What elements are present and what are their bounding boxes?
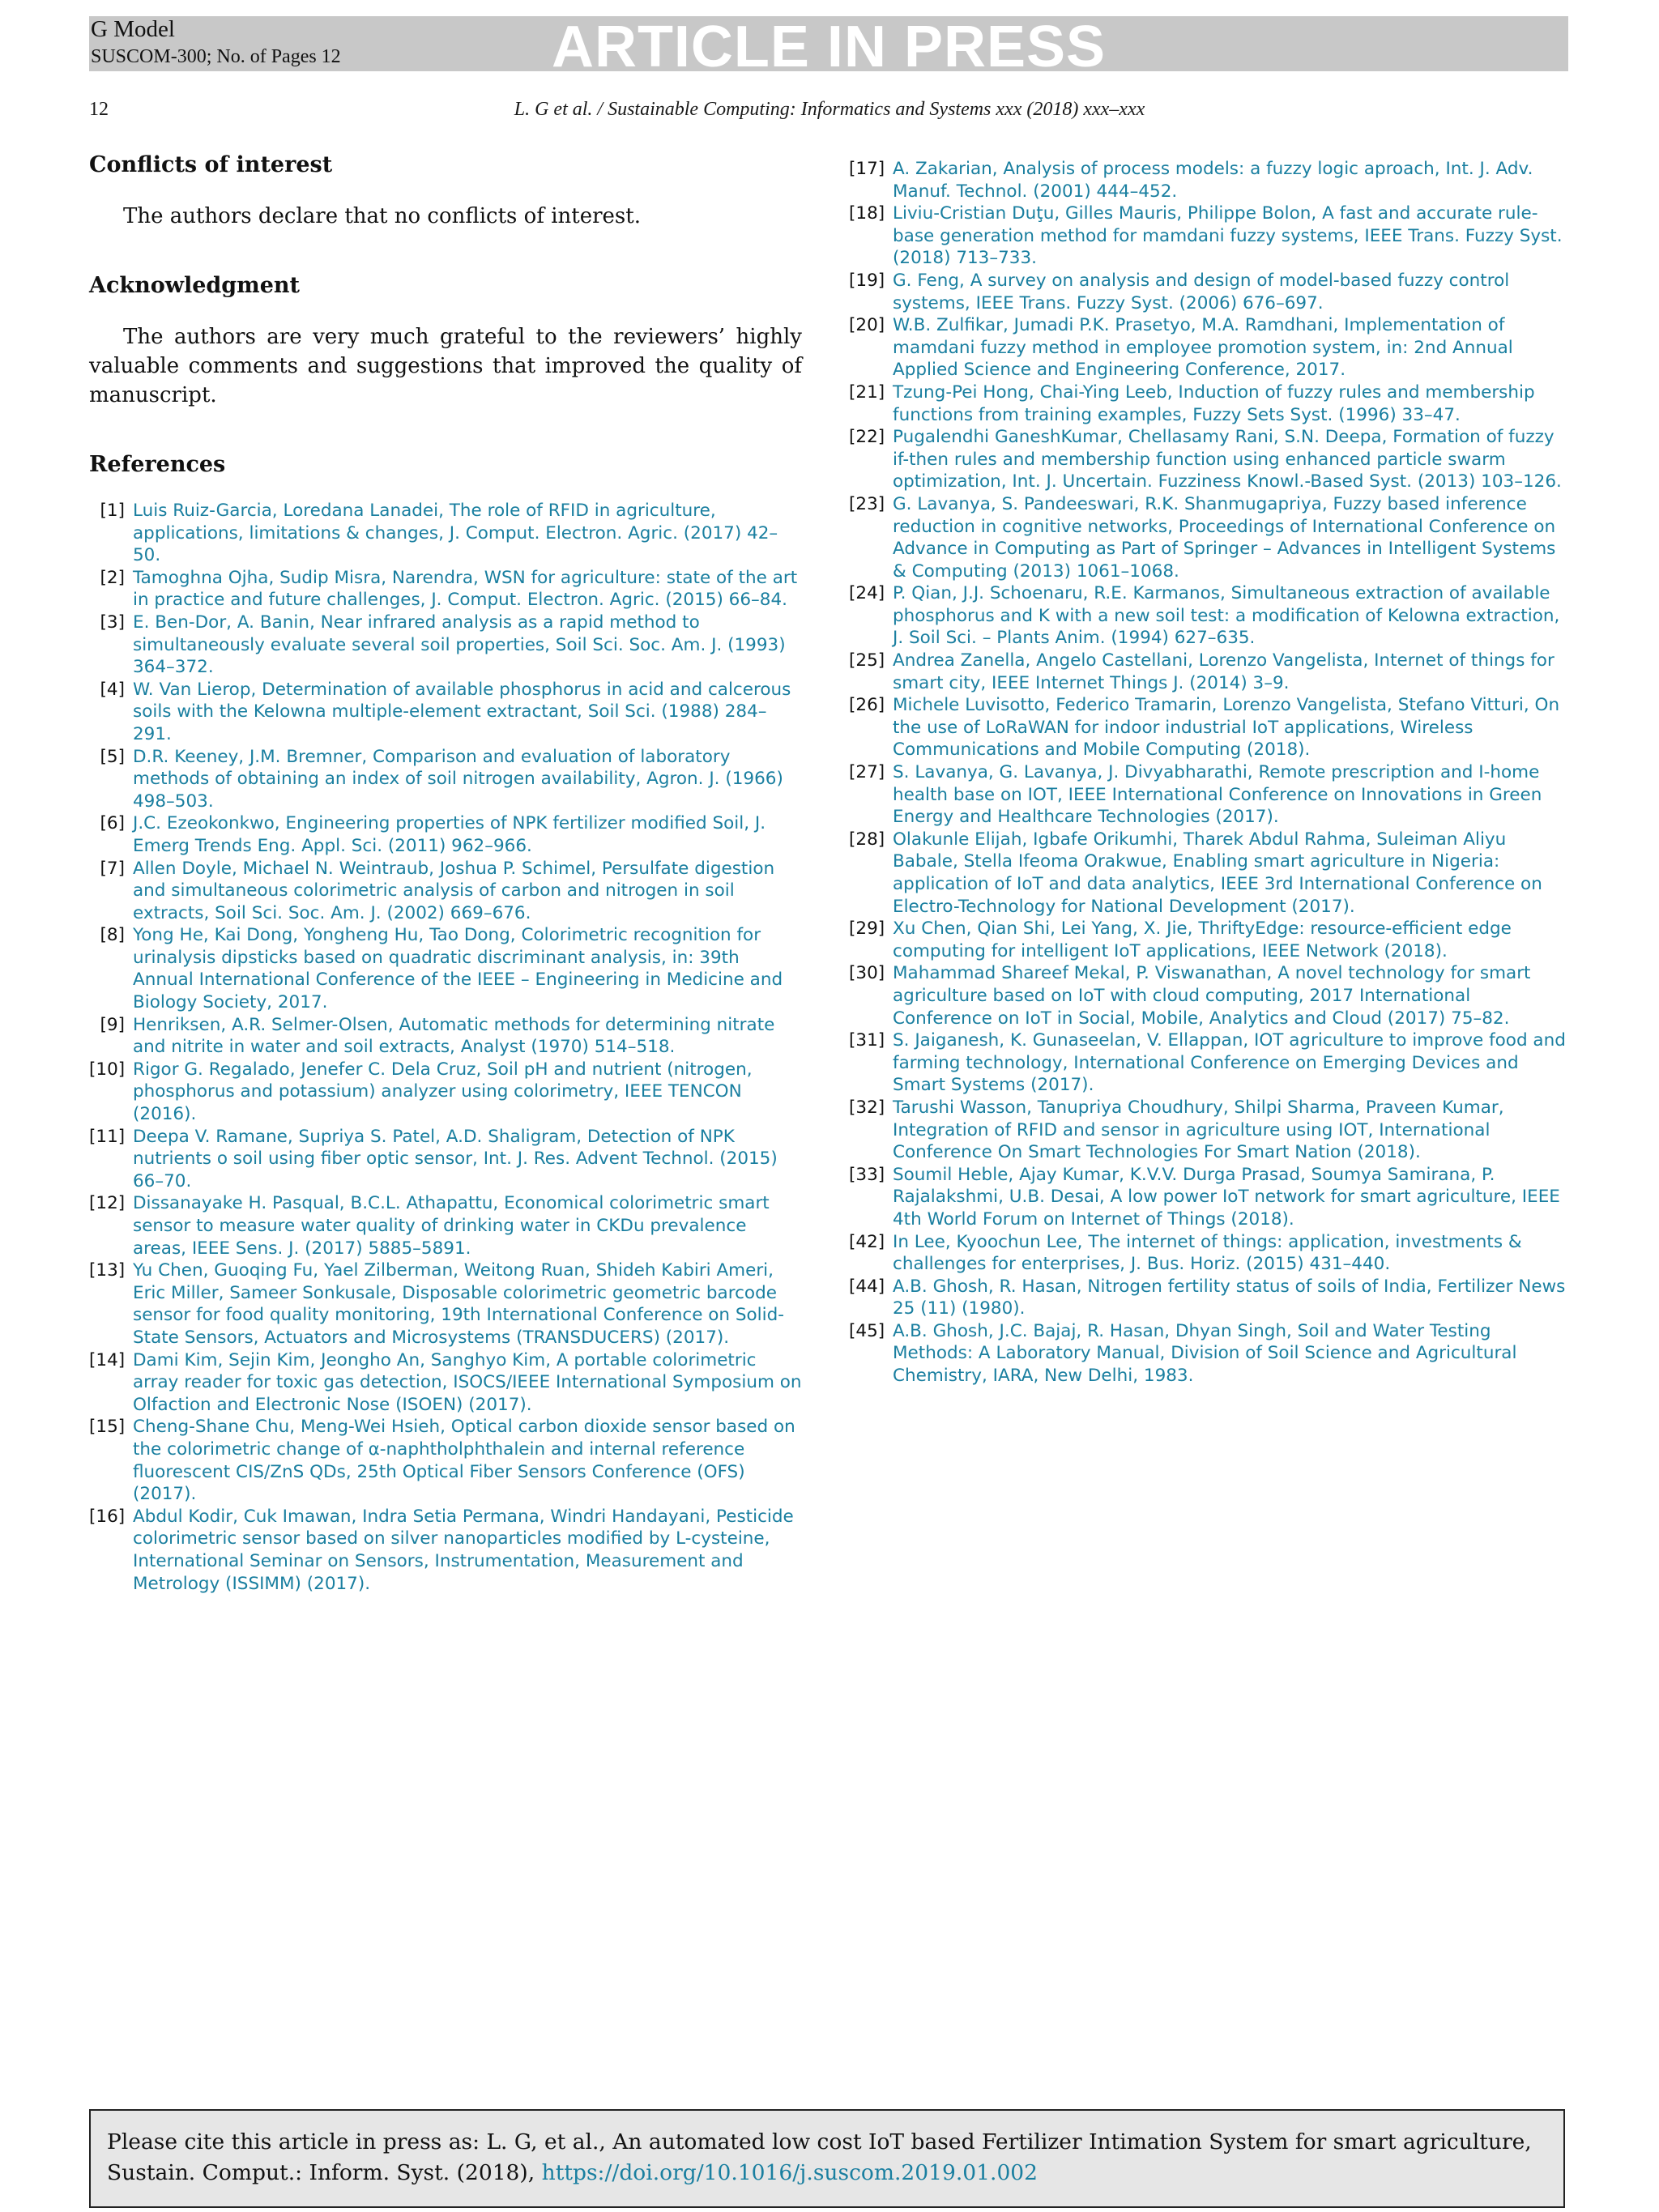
reference-number: [8] — [100, 925, 125, 946]
references-heading: References — [89, 452, 226, 477]
banner-title: ARTICLE IN PRESS — [551, 15, 1107, 79]
reference-link[interactable]: A. Zakarian, Analysis of process models: a fuzzy logic aproach, Int. J. Adv. Manuf. Technol. (2001) 444–452. — [893, 159, 1533, 202]
reference-item — [849, 493, 1568, 582]
reference-link[interactable]: E. Ben-Dor, A. Banin, Near infrared analysis as a rapid method to simultaneously evaluate several soil properties, Soil Sci. Soc. Am. J. (1993) 364–372. — [133, 612, 786, 678]
reference-link[interactable]: Liviu-Cristian Duţu, Gilles Mauris, Philippe Bolon, A fast and accurate rule-base generation method for mamdani fuzzy systems, IEEE Trans. Fuzzy Syst. (2018) 713–733. — [893, 203, 1563, 269]
reference-item — [849, 158, 1568, 202]
reference-item — [849, 314, 1568, 381]
reference-item — [849, 761, 1568, 829]
reference-item — [89, 1192, 802, 1259]
reference-number: [1] — [100, 501, 125, 521]
manuscript-meta: SUSCOM-300; No. of Pages 12 — [91, 46, 341, 67]
references-list-right — [849, 158, 1568, 1387]
reference-item — [849, 270, 1568, 314]
reference-item — [89, 1259, 802, 1349]
reference-number: [5] — [100, 746, 125, 767]
reference-link[interactable]: Cheng-Shane Chu, Meng-Wei Hsieh, Optical carbon dioxide sensor based on the colorimetric change of α-naphtholphthalein and internal reference fluorescent CIS/ZnS QDs, 25th Optical Fiber Sensors Conference (OFS) (2017). — [133, 1417, 795, 1505]
reference-item — [849, 829, 1568, 918]
reference-number: [7] — [100, 858, 125, 879]
reference-number: [14] — [89, 1349, 126, 1370]
reference-number: [32] — [849, 1097, 885, 1118]
reference-item — [89, 1059, 802, 1126]
reference-item — [89, 812, 802, 857]
reference-link[interactable]: A.B. Ghosh, J.C. Bajaj, R. Hasan, Dhyan Singh, Soil and Water Testing Methods: A Laboratory Manual, Division of Soil Science and Agricultural Chemistry, IARA, New Delhi, 1983. — [893, 1320, 1517, 1387]
reference-number: [3] — [100, 612, 125, 633]
reference-link[interactable]: Tamoghna Ojha, Sudip Misra, Narendra, WSN for agriculture: state of the art in practice and future challenges, J. Comput. Electron. Agric. (2015) 66–84. — [133, 567, 798, 611]
reference-link[interactable]: Luis Ruiz-Garcia, Loredana Lanadei, The role of RFID in agriculture, applications, limitations & changes, J. Comput. Electron. Agric. (2017) 42–50. — [133, 501, 778, 566]
reference-link[interactable]: Dami Kim, Sejin Kim, Jeongho An, Sanghyo Kim, A portable colorimetric array reader for toxic gas detection, ISOCS/IEEE International Symposium on Olfaction and Electronic Nose (ISOEN) (2017). — [133, 1349, 802, 1415]
reference-number: [10] — [89, 1059, 126, 1080]
reference-number: [6] — [100, 813, 125, 834]
reference-link[interactable]: Xu Chen, Qian Shi, Lei Yang, X. Jie, ThriftyEdge: resource-efficient edge computing for intelligent IoT applications, IEEE Network (2018). — [893, 918, 1512, 961]
reference-item — [849, 381, 1568, 426]
reference-number: [20] — [849, 315, 885, 336]
reference-item — [89, 500, 802, 567]
reference-link[interactable]: Rigor G. Regalado, Jenefer C. Dela Cruz, Soil pH and nutrient (nitrogen, phosphorus and potassium) analyzer using colorimetry, IEEE TENCON (2016). — [133, 1059, 753, 1125]
reference-item — [849, 582, 1568, 650]
reference-number: [27] — [849, 762, 885, 783]
reference-number: [29] — [849, 918, 885, 940]
reference-number: [9] — [100, 1014, 125, 1035]
reference-item — [89, 1416, 802, 1505]
reference-number: [25] — [849, 650, 885, 671]
reference-item — [89, 679, 802, 746]
reference-link[interactable]: W.B. Zulfikar, Jumadi P.K. Prasetyo, M.A. Ramdhani, Implementation of mamdani fuzzy method in employee promotion system, in: 2nd Annual Applied Science and Engineering Conference, 2017. — [893, 315, 1513, 381]
reference-item — [849, 1231, 1568, 1276]
reference-item — [89, 746, 802, 813]
reference-number: [15] — [89, 1417, 126, 1438]
reference-number: [21] — [849, 381, 885, 403]
reference-item — [89, 1126, 802, 1193]
reference-link[interactable]: Soumil Heble, Ajay Kumar, K.V.V. Durga Prasad, Soumya Samirana, P. Rajalakshmi, U.B. Desai, A low power IoT network for smart agriculture, IEEE 4th World Forum on Internet of Things (2018). — [893, 1164, 1560, 1230]
reference-number: [11] — [89, 1126, 126, 1147]
reference-link[interactable]: Abdul Kodir, Cuk Imawan, Indra Setia Permana, Windri Handayani, Pesticide colorimetric sensor based on silver nanoparticles modified by L-cysteine, International Seminar on Sensors, Instrumentation, Measurement and Metrology (ISSIMM) (2017). — [133, 1506, 794, 1594]
reference-link[interactable]: Tarushi Wasson, Tanupriya Choudhury, Shilpi Sharma, Praveen Kumar, Integration of RFID and sensor in agriculture using IOT, International Conference On Smart Technologies For Smart Nation (2018). — [893, 1097, 1504, 1163]
reference-link[interactable]: G. Feng, A survey on analysis and design of model-based fuzzy control systems, IEEE Trans. Fuzzy Syst. (2006) 676–697. — [893, 270, 1510, 313]
model-label: G Model — [91, 16, 175, 42]
reference-number: [23] — [849, 493, 885, 514]
left-column — [89, 152, 802, 1595]
conflicts-heading: Conflicts of interest — [89, 152, 333, 177]
reference-number: [16] — [89, 1506, 126, 1527]
reference-item — [89, 1014, 802, 1059]
reference-number: [28] — [849, 829, 885, 850]
reference-item — [849, 202, 1568, 270]
reference-number: [24] — [849, 583, 885, 604]
reference-number: [44] — [849, 1276, 885, 1297]
references-list-left — [89, 500, 802, 1595]
acknowledgment-heading: Acknowledgment — [89, 273, 301, 298]
reference-link[interactable]: Yong He, Kai Dong, Yongheng Hu, Tao Dong, Colorimetric recognition for urinalysis dipsticks based on quadratic discriminant analysis, in: 39th Annual International Conference of the IEEE – Engineering in Medicine and Biology Society, 2017. — [133, 925, 783, 1013]
reference-number: [45] — [849, 1320, 885, 1341]
reference-number: [22] — [849, 427, 885, 448]
reference-number: [2] — [100, 567, 125, 588]
reference-link[interactable]: Pugalendhi GaneshKumar, Chellasamy Rani, S.N. Deepa, Formation of fuzzy if-then rules and membership function using enhanced particle swarm optimization, Int. J. Uncertain. Fuzziness Knowl.-Based Syst. (2013) 103–126. — [893, 427, 1562, 492]
reference-link[interactable]: Dissanayake H. Pasqual, B.C.L. Athapattu, Economical colorimetric smart sensor to measure water quality of drinking water in CKDu prevalence areas, IEEE Sens. J. (2017) 5885–5891. — [133, 1193, 770, 1259]
reference-item — [89, 924, 802, 1013]
reference-link[interactable]: G. Lavanya, S. Pandeeswari, R.K. Shanmugapriya, Fuzzy based inference reduction in cognitive networks, Proceedings of International Conference on Advance in Computing as Part of Springer – Advances in Intelligent Systems & Computing (2013) 1061–1068. — [893, 493, 1556, 582]
reference-link[interactable]: D.R. Keeney, J.M. Bremner, Comparison and evaluation of laboratory methods of obtaining an index of soil nitrogen availability, Agron. J. (1966) 498–503. — [133, 746, 783, 812]
reference-item — [89, 858, 802, 925]
reference-number: [42] — [849, 1231, 885, 1252]
reference-link[interactable]: Mahammad Shareef Mekal, P. Viswanathan, A novel technology for smart agriculture based on IoT with cloud computing, 2017 International Conference on IoT in Social, Mobile, Analytics and Cloud (2017) 75–82. — [893, 963, 1531, 1029]
reference-link[interactable]: Andrea Zanella, Angelo Castellani, Lorenzo Vangelista, Internet of things for smart city, IEEE Internet Things J. (2014) 3–9. — [893, 650, 1555, 693]
reference-link[interactable]: Deepa V. Ramane, Supriya S. Patel, A.D. Shaligram, Detection of NPK nutrients o soil using fiber optic sensor, Int. J. Res. Advent Technol. (2015) 66–70. — [133, 1126, 778, 1191]
reference-item — [89, 612, 802, 679]
reference-link[interactable]: Henriksen, A.R. Selmer-Olsen, Automatic methods for determining nitrate and nitrite in water and soil extracts, Analyst (1970) 514–518. — [133, 1014, 775, 1058]
reference-item — [849, 1164, 1568, 1231]
reference-number: [19] — [849, 270, 885, 291]
reference-item — [849, 426, 1568, 493]
reference-link[interactable]: P. Qian, J.J. Schoenaru, R.E. Karmanos, Simultaneous extraction of available phosphorus and K with a new soil test: a modification of Kelowna extraction, J. Soil Sci. – Plants Anim. (1994) 627–635. — [893, 583, 1560, 649]
right-column — [849, 158, 1568, 1387]
reference-number: [18] — [849, 203, 885, 224]
reference-item — [849, 1097, 1568, 1164]
doi-link[interactable]: https://doi.org/10.1016/j.suscom.2019.01.002 — [541, 2160, 1038, 2185]
reference-link[interactable]: A.B. Ghosh, R. Hasan, Nitrogen fertility status of soils of India, Fertilizer News 25 (11) (1980). — [893, 1276, 1566, 1319]
reference-item — [849, 1029, 1568, 1097]
page-number: 12 — [89, 99, 109, 120]
reference-link[interactable]: S. Jaiganesh, K. Gunaseelan, V. Ellappan, IOT agriculture to improve food and farming technology, International Conference on Emerging Devices and Smart Systems (2017). — [893, 1030, 1566, 1096]
reference-number: [31] — [849, 1030, 885, 1051]
reference-number: [4] — [100, 679, 125, 700]
reference-number: [13] — [89, 1260, 126, 1281]
reference-number: [12] — [89, 1193, 126, 1214]
reference-item — [849, 918, 1568, 962]
reference-number: [30] — [849, 963, 885, 984]
acknowledgment-text: The authors are very much grateful to the reviewers’ highly valuable comments and suggestions that improved the quality of manuscript. — [89, 325, 802, 407]
reference-link[interactable]: In Lee, Kyoochun Lee, The internet of things: application, investments & challenges for enterprises, J. Bus. Horiz. (2015) 431–440. — [893, 1231, 1522, 1275]
conflicts-text: The authors declare that no conflicts of interest. — [123, 204, 641, 228]
running-head: L. G et al. / Sustainable Computing: Informatics and Systems xxx (2018) xxx–xxx — [514, 99, 1145, 120]
citation-box — [89, 2109, 1565, 2208]
reference-link[interactable]: Yu Chen, Guoqing Fu, Yael Zilberman, Weitong Ruan, Shideh Kabiri Ameri, Eric Miller, Sameer Sonkusale, Disposable colorimetric geometric barcode sensor for food quality monitoring, 19th International Conference on Solid-State Sensors, Actuators and Microsystems (TRANSDUCERS) (2017). — [133, 1260, 785, 1348]
reference-link[interactable]: J.C. Ezeokonkwo, Engineering properties of NPK fertilizer modified Soil, J. Emerg Trends Eng. Appl. Sci. (2011) 962–966. — [133, 813, 766, 856]
reference-item — [849, 962, 1568, 1029]
reference-item — [89, 1349, 802, 1417]
citation-text: Please cite this article in press as: L. G, et al., An automated low cost IoT based Fertilizer Intimation System for smart agriculture, Sustain. Comput.: Inform. Syst. (2018), — [107, 2129, 1532, 2185]
reference-item — [849, 1320, 1568, 1387]
reference-link[interactable]: Olakunle Elijah, Igbafe Orikumhi, Tharek Abdul Rahma, Suleiman Aliyu Babale, Stella Ifeoma Orakwue, Enabling smart agriculture in Nigeria: application of IoT and data analytics, IEEE 3rd International Conference on Electro-Technology for National Development (2017). — [893, 829, 1542, 917]
reference-link[interactable]: S. Lavanya, G. Lavanya, J. Divyabharathi, Remote prescription and I-home health base on IOT, IEEE International Conference on Innovations in Green Energy and Healthcare Technologies (2017). — [893, 762, 1542, 828]
reference-link[interactable]: W. Van Lierop, Determination of available phosphorus in acid and calcerous soils with the Kelowna multiple-element extractant, Soil Sci. (1988) 284–291. — [133, 679, 791, 744]
reference-item — [849, 694, 1568, 761]
reference-item — [849, 1276, 1568, 1320]
reference-link[interactable]: Michele Luvisotto, Federico Tramarin, Lorenzo Vangelista, Stefano Vitturi, On the use of LoRaWAN for indoor industrial IoT applications, Wireless Communications and Mobile Computing (2018). — [893, 695, 1560, 761]
reference-number: [17] — [849, 159, 885, 179]
article-in-press-banner — [89, 15, 1568, 79]
reference-number: [33] — [849, 1164, 885, 1185]
reference-item — [89, 567, 802, 612]
reference-item — [89, 1506, 802, 1595]
reference-link[interactable]: Tzung-Pei Hong, Chai-Ying Leeb, Induction of fuzzy rules and membership functions from training examples, Fuzzy Sets Syst. (1996) 33–47. — [893, 381, 1535, 425]
reference-number: [26] — [849, 695, 885, 716]
reference-item — [849, 650, 1568, 694]
reference-link[interactable]: Allen Doyle, Michael N. Weintraub, Joshua P. Schimel, Persulfate digestion and simultaneous colorimetric analysis of carbon and nitrogen in soil extracts, Soil Sci. Soc. Am. J. (2002) 669–676. — [133, 858, 775, 923]
